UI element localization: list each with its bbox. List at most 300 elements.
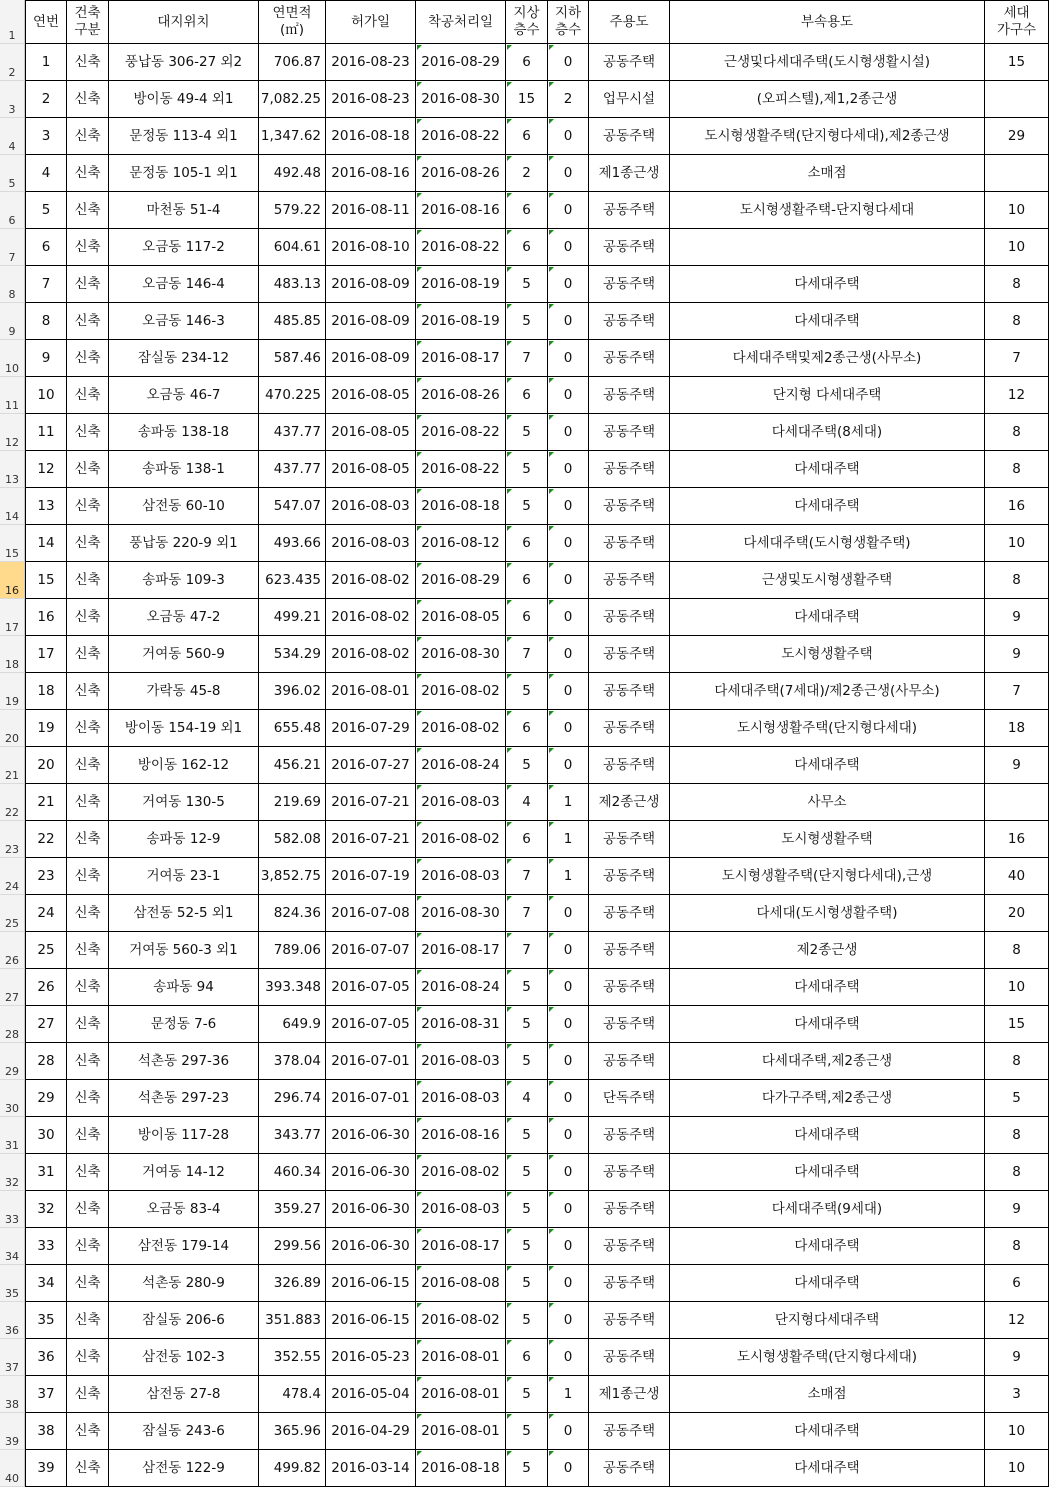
cell-households[interactable] bbox=[985, 266, 1049, 303]
cell-start-date[interactable] bbox=[416, 1154, 506, 1191]
header-seq[interactable] bbox=[25, 0, 67, 44]
cell-sub-use[interactable] bbox=[670, 1450, 985, 1487]
row-header-14[interactable]: 14 bbox=[0, 488, 25, 525]
cell-build-type[interactable] bbox=[67, 1080, 109, 1117]
cell-build-type[interactable] bbox=[67, 155, 109, 192]
cell-build-type[interactable] bbox=[67, 1413, 109, 1450]
cell-households[interactable] bbox=[985, 81, 1049, 118]
cell-floor-area[interactable] bbox=[259, 747, 326, 784]
cell-main-use[interactable] bbox=[589, 1339, 670, 1376]
cell-permit-date[interactable] bbox=[326, 636, 416, 673]
cell-build-type[interactable] bbox=[67, 118, 109, 155]
cell-floor-area[interactable] bbox=[259, 969, 326, 1006]
cell-households[interactable] bbox=[985, 1006, 1049, 1043]
cell-permit-date[interactable] bbox=[326, 932, 416, 969]
cell-site-location[interactable] bbox=[109, 1080, 259, 1117]
cell-below-floors[interactable] bbox=[548, 599, 589, 636]
cell-households[interactable] bbox=[985, 1450, 1049, 1487]
cell-below-floors[interactable] bbox=[548, 155, 589, 192]
cell-seq[interactable] bbox=[25, 451, 67, 488]
cell-seq[interactable] bbox=[25, 525, 67, 562]
cell-sub-use[interactable] bbox=[670, 636, 985, 673]
cell-households[interactable] bbox=[985, 821, 1049, 858]
cell-below-floors[interactable] bbox=[548, 340, 589, 377]
cell-site-location[interactable] bbox=[109, 1006, 259, 1043]
cell-start-date[interactable] bbox=[416, 1228, 506, 1265]
cell-households[interactable] bbox=[985, 340, 1049, 377]
header-start-date[interactable] bbox=[416, 0, 506, 44]
cell-build-type[interactable] bbox=[67, 784, 109, 821]
cell-build-type[interactable] bbox=[67, 451, 109, 488]
cell-main-use[interactable] bbox=[589, 1413, 670, 1450]
cell-main-use[interactable] bbox=[589, 1228, 670, 1265]
cell-site-location[interactable] bbox=[109, 525, 259, 562]
row-header-40[interactable]: 40 bbox=[0, 1450, 25, 1487]
cell-main-use[interactable] bbox=[589, 1302, 670, 1339]
cell-seq[interactable] bbox=[25, 599, 67, 636]
row-header-11[interactable]: 11 bbox=[0, 377, 25, 414]
cell-sub-use[interactable] bbox=[670, 673, 985, 710]
cell-seq[interactable] bbox=[25, 1154, 67, 1191]
cell-households[interactable] bbox=[985, 710, 1049, 747]
cell-households[interactable] bbox=[985, 1413, 1049, 1450]
cell-seq[interactable] bbox=[25, 673, 67, 710]
cell-households[interactable] bbox=[985, 1376, 1049, 1413]
cell-permit-date[interactable] bbox=[326, 266, 416, 303]
header-build-type[interactable] bbox=[67, 0, 109, 44]
row-header-25[interactable]: 25 bbox=[0, 895, 25, 932]
cell-sub-use[interactable] bbox=[670, 1376, 985, 1413]
cell-seq[interactable] bbox=[25, 1043, 67, 1080]
cell-permit-date[interactable] bbox=[326, 118, 416, 155]
cell-sub-use[interactable] bbox=[670, 1265, 985, 1302]
cell-build-type[interactable] bbox=[67, 44, 109, 81]
cell-site-location[interactable] bbox=[109, 710, 259, 747]
cell-sub-use[interactable] bbox=[670, 155, 985, 192]
cell-above-floors[interactable] bbox=[506, 377, 548, 414]
cell-site-location[interactable] bbox=[109, 1154, 259, 1191]
cell-permit-date[interactable] bbox=[326, 1043, 416, 1080]
cell-seq[interactable] bbox=[25, 44, 67, 81]
cell-floor-area[interactable] bbox=[259, 266, 326, 303]
cell-households[interactable] bbox=[985, 118, 1049, 155]
cell-permit-date[interactable] bbox=[326, 1080, 416, 1117]
cell-start-date[interactable] bbox=[416, 340, 506, 377]
cell-households[interactable] bbox=[985, 1080, 1049, 1117]
cell-seq[interactable] bbox=[25, 1117, 67, 1154]
cell-floor-area[interactable] bbox=[259, 414, 326, 451]
cell-floor-area[interactable] bbox=[259, 673, 326, 710]
row-header-5[interactable]: 5 bbox=[0, 155, 25, 192]
cell-permit-date[interactable] bbox=[326, 377, 416, 414]
cell-seq[interactable] bbox=[25, 340, 67, 377]
cell-sub-use[interactable] bbox=[670, 1154, 985, 1191]
cell-seq[interactable] bbox=[25, 1450, 67, 1487]
cell-main-use[interactable] bbox=[589, 414, 670, 451]
cell-permit-date[interactable] bbox=[326, 821, 416, 858]
cell-below-floors[interactable] bbox=[548, 303, 589, 340]
cell-permit-date[interactable] bbox=[326, 1302, 416, 1339]
cell-above-floors[interactable] bbox=[506, 192, 548, 229]
cell-households[interactable] bbox=[985, 192, 1049, 229]
cell-site-location[interactable] bbox=[109, 1302, 259, 1339]
cell-below-floors[interactable] bbox=[548, 44, 589, 81]
row-header-8[interactable]: 8 bbox=[0, 266, 25, 303]
cell-below-floors[interactable] bbox=[548, 1302, 589, 1339]
cell-start-date[interactable] bbox=[416, 118, 506, 155]
cell-below-floors[interactable] bbox=[548, 81, 589, 118]
row-header-19[interactable]: 19 bbox=[0, 673, 25, 710]
cell-build-type[interactable] bbox=[67, 1117, 109, 1154]
cell-floor-area[interactable] bbox=[259, 118, 326, 155]
cell-main-use[interactable] bbox=[589, 858, 670, 895]
cell-above-floors[interactable] bbox=[506, 1413, 548, 1450]
cell-above-floors[interactable] bbox=[506, 525, 548, 562]
cell-sub-use[interactable] bbox=[670, 969, 985, 1006]
cell-floor-area[interactable] bbox=[259, 155, 326, 192]
cell-households[interactable] bbox=[985, 229, 1049, 266]
cell-below-floors[interactable] bbox=[548, 932, 589, 969]
cell-main-use[interactable] bbox=[589, 673, 670, 710]
cell-sub-use[interactable] bbox=[670, 192, 985, 229]
cell-start-date[interactable] bbox=[416, 414, 506, 451]
cell-start-date[interactable] bbox=[416, 932, 506, 969]
cell-below-floors[interactable] bbox=[548, 377, 589, 414]
cell-permit-date[interactable] bbox=[326, 1228, 416, 1265]
cell-seq[interactable] bbox=[25, 1376, 67, 1413]
cell-below-floors[interactable] bbox=[548, 969, 589, 1006]
cell-permit-date[interactable] bbox=[326, 1117, 416, 1154]
cell-floor-area[interactable] bbox=[259, 340, 326, 377]
cell-seq[interactable] bbox=[25, 414, 67, 451]
cell-start-date[interactable] bbox=[416, 858, 506, 895]
cell-sub-use[interactable] bbox=[670, 821, 985, 858]
cell-above-floors[interactable] bbox=[506, 1265, 548, 1302]
cell-below-floors[interactable] bbox=[548, 895, 589, 932]
cell-sub-use[interactable] bbox=[670, 488, 985, 525]
cell-floor-area[interactable] bbox=[259, 377, 326, 414]
cell-seq[interactable] bbox=[25, 81, 67, 118]
cell-seq[interactable] bbox=[25, 229, 67, 266]
cell-start-date[interactable] bbox=[416, 1043, 506, 1080]
cell-main-use[interactable] bbox=[589, 1080, 670, 1117]
row-header-6[interactable]: 6 bbox=[0, 192, 25, 229]
row-header-17[interactable]: 17 bbox=[0, 599, 25, 636]
cell-below-floors[interactable] bbox=[548, 192, 589, 229]
cell-build-type[interactable] bbox=[67, 1302, 109, 1339]
cell-households[interactable] bbox=[985, 1302, 1049, 1339]
cell-below-floors[interactable] bbox=[548, 229, 589, 266]
cell-site-location[interactable] bbox=[109, 1450, 259, 1487]
cell-sub-use[interactable] bbox=[670, 1043, 985, 1080]
cell-start-date[interactable] bbox=[416, 451, 506, 488]
cell-below-floors[interactable] bbox=[548, 1117, 589, 1154]
cell-floor-area[interactable] bbox=[259, 710, 326, 747]
row-header-20[interactable]: 20 bbox=[0, 710, 25, 747]
row-header-23[interactable]: 23 bbox=[0, 821, 25, 858]
cell-seq[interactable] bbox=[25, 1339, 67, 1376]
cell-floor-area[interactable] bbox=[259, 1413, 326, 1450]
row-header-21[interactable]: 21 bbox=[0, 747, 25, 784]
row-header-39[interactable]: 39 bbox=[0, 1413, 25, 1450]
cell-main-use[interactable] bbox=[589, 303, 670, 340]
cell-site-location[interactable] bbox=[109, 599, 259, 636]
cell-floor-area[interactable] bbox=[259, 784, 326, 821]
cell-below-floors[interactable] bbox=[548, 673, 589, 710]
cell-floor-area[interactable] bbox=[259, 821, 326, 858]
cell-site-location[interactable] bbox=[109, 932, 259, 969]
cell-households[interactable] bbox=[985, 784, 1049, 821]
header-floor-area[interactable] bbox=[259, 0, 326, 44]
cell-main-use[interactable] bbox=[589, 1265, 670, 1302]
cell-households[interactable] bbox=[985, 488, 1049, 525]
cell-main-use[interactable] bbox=[589, 969, 670, 1006]
cell-permit-date[interactable] bbox=[326, 488, 416, 525]
cell-build-type[interactable] bbox=[67, 895, 109, 932]
cell-permit-date[interactable] bbox=[326, 1265, 416, 1302]
cell-above-floors[interactable] bbox=[506, 1191, 548, 1228]
cell-floor-area[interactable] bbox=[259, 895, 326, 932]
cell-start-date[interactable] bbox=[416, 1302, 506, 1339]
cell-above-floors[interactable] bbox=[506, 155, 548, 192]
cell-sub-use[interactable] bbox=[670, 1006, 985, 1043]
cell-below-floors[interactable] bbox=[548, 451, 589, 488]
cell-main-use[interactable] bbox=[589, 784, 670, 821]
cell-site-location[interactable] bbox=[109, 118, 259, 155]
header-households[interactable] bbox=[985, 0, 1049, 44]
cell-floor-area[interactable] bbox=[259, 525, 326, 562]
cell-floor-area[interactable] bbox=[259, 599, 326, 636]
cell-households[interactable] bbox=[985, 1191, 1049, 1228]
cell-floor-area[interactable] bbox=[259, 932, 326, 969]
cell-site-location[interactable] bbox=[109, 1376, 259, 1413]
cell-households[interactable] bbox=[985, 895, 1049, 932]
cell-above-floors[interactable] bbox=[506, 1302, 548, 1339]
cell-households[interactable] bbox=[985, 451, 1049, 488]
cell-build-type[interactable] bbox=[67, 747, 109, 784]
cell-permit-date[interactable] bbox=[326, 340, 416, 377]
cell-sub-use[interactable] bbox=[670, 599, 985, 636]
row-header-36[interactable]: 36 bbox=[0, 1302, 25, 1339]
row-header-34[interactable]: 34 bbox=[0, 1228, 25, 1265]
cell-above-floors[interactable] bbox=[506, 118, 548, 155]
row-header-22[interactable]: 22 bbox=[0, 784, 25, 821]
cell-floor-area[interactable] bbox=[259, 562, 326, 599]
cell-seq[interactable] bbox=[25, 784, 67, 821]
cell-below-floors[interactable] bbox=[548, 821, 589, 858]
cell-build-type[interactable] bbox=[67, 81, 109, 118]
row-header-4[interactable]: 4 bbox=[0, 118, 25, 155]
cell-start-date[interactable] bbox=[416, 969, 506, 1006]
cell-main-use[interactable] bbox=[589, 1006, 670, 1043]
cell-floor-area[interactable] bbox=[259, 1191, 326, 1228]
row-header-15[interactable]: 15 bbox=[0, 525, 25, 562]
cell-above-floors[interactable] bbox=[506, 784, 548, 821]
cell-site-location[interactable] bbox=[109, 155, 259, 192]
cell-above-floors[interactable] bbox=[506, 1154, 548, 1191]
cell-start-date[interactable] bbox=[416, 821, 506, 858]
cell-households[interactable] bbox=[985, 1043, 1049, 1080]
cell-main-use[interactable] bbox=[589, 525, 670, 562]
cell-build-type[interactable] bbox=[67, 710, 109, 747]
cell-main-use[interactable] bbox=[589, 895, 670, 932]
row-header-37[interactable]: 37 bbox=[0, 1339, 25, 1376]
cell-build-type[interactable] bbox=[67, 340, 109, 377]
row-header-33[interactable]: 33 bbox=[0, 1191, 25, 1228]
cell-build-type[interactable] bbox=[67, 414, 109, 451]
cell-build-type[interactable] bbox=[67, 673, 109, 710]
row-header-18[interactable]: 18 bbox=[0, 636, 25, 673]
cell-below-floors[interactable] bbox=[548, 1006, 589, 1043]
cell-above-floors[interactable] bbox=[506, 599, 548, 636]
cell-main-use[interactable] bbox=[589, 636, 670, 673]
cell-sub-use[interactable] bbox=[670, 895, 985, 932]
cell-seq[interactable] bbox=[25, 636, 67, 673]
row-header-12[interactable]: 12 bbox=[0, 414, 25, 451]
cell-seq[interactable] bbox=[25, 1265, 67, 1302]
cell-main-use[interactable] bbox=[589, 821, 670, 858]
cell-build-type[interactable] bbox=[67, 932, 109, 969]
cell-main-use[interactable] bbox=[589, 266, 670, 303]
cell-site-location[interactable] bbox=[109, 229, 259, 266]
row-header-7[interactable]: 7 bbox=[0, 229, 25, 266]
cell-seq[interactable] bbox=[25, 155, 67, 192]
cell-start-date[interactable] bbox=[416, 44, 506, 81]
cell-sub-use[interactable] bbox=[670, 414, 985, 451]
header-sub-use[interactable] bbox=[670, 0, 985, 44]
row-header-10[interactable]: 10 bbox=[0, 340, 25, 377]
header-main-use[interactable] bbox=[589, 0, 670, 44]
cell-main-use[interactable] bbox=[589, 1117, 670, 1154]
cell-start-date[interactable] bbox=[416, 636, 506, 673]
cell-start-date[interactable] bbox=[416, 81, 506, 118]
cell-seq[interactable] bbox=[25, 710, 67, 747]
cell-floor-area[interactable] bbox=[259, 1302, 326, 1339]
cell-build-type[interactable] bbox=[67, 488, 109, 525]
cell-households[interactable] bbox=[985, 562, 1049, 599]
cell-above-floors[interactable] bbox=[506, 44, 548, 81]
row-header-2[interactable]: 2 bbox=[0, 44, 25, 81]
cell-permit-date[interactable] bbox=[326, 747, 416, 784]
cell-seq[interactable] bbox=[25, 1302, 67, 1339]
cell-sub-use[interactable] bbox=[670, 1302, 985, 1339]
cell-main-use[interactable] bbox=[589, 488, 670, 525]
cell-permit-date[interactable] bbox=[326, 858, 416, 895]
cell-site-location[interactable] bbox=[109, 858, 259, 895]
cell-above-floors[interactable] bbox=[506, 858, 548, 895]
cell-site-location[interactable] bbox=[109, 1228, 259, 1265]
cell-build-type[interactable] bbox=[67, 969, 109, 1006]
cell-households[interactable] bbox=[985, 525, 1049, 562]
cell-main-use[interactable] bbox=[589, 81, 670, 118]
cell-sub-use[interactable] bbox=[670, 377, 985, 414]
cell-above-floors[interactable] bbox=[506, 969, 548, 1006]
cell-build-type[interactable] bbox=[67, 562, 109, 599]
cell-start-date[interactable] bbox=[416, 1117, 506, 1154]
cell-build-type[interactable] bbox=[67, 1191, 109, 1228]
cell-floor-area[interactable] bbox=[259, 81, 326, 118]
cell-sub-use[interactable] bbox=[670, 562, 985, 599]
row-header-32[interactable]: 32 bbox=[0, 1154, 25, 1191]
cell-build-type[interactable] bbox=[67, 1450, 109, 1487]
cell-permit-date[interactable] bbox=[326, 710, 416, 747]
cell-above-floors[interactable] bbox=[506, 1450, 548, 1487]
cell-site-location[interactable] bbox=[109, 192, 259, 229]
cell-above-floors[interactable] bbox=[506, 1339, 548, 1376]
cell-build-type[interactable] bbox=[67, 1043, 109, 1080]
cell-start-date[interactable] bbox=[416, 1080, 506, 1117]
cell-main-use[interactable] bbox=[589, 932, 670, 969]
cell-below-floors[interactable] bbox=[548, 636, 589, 673]
row-header-38[interactable]: 38 bbox=[0, 1376, 25, 1413]
cell-main-use[interactable] bbox=[589, 562, 670, 599]
row-header-27[interactable]: 27 bbox=[0, 969, 25, 1006]
cell-permit-date[interactable] bbox=[326, 229, 416, 266]
cell-sub-use[interactable] bbox=[670, 303, 985, 340]
cell-start-date[interactable] bbox=[416, 599, 506, 636]
cell-build-type[interactable] bbox=[67, 1376, 109, 1413]
row-header-26[interactable]: 26 bbox=[0, 932, 25, 969]
cell-below-floors[interactable] bbox=[548, 118, 589, 155]
cell-build-type[interactable] bbox=[67, 525, 109, 562]
cell-main-use[interactable] bbox=[589, 229, 670, 266]
cell-above-floors[interactable] bbox=[506, 229, 548, 266]
cell-households[interactable] bbox=[985, 673, 1049, 710]
cell-sub-use[interactable] bbox=[670, 525, 985, 562]
cell-permit-date[interactable] bbox=[326, 1450, 416, 1487]
cell-permit-date[interactable] bbox=[326, 1339, 416, 1376]
header-above-floors[interactable] bbox=[506, 0, 548, 44]
cell-sub-use[interactable] bbox=[670, 1228, 985, 1265]
cell-site-location[interactable] bbox=[109, 266, 259, 303]
cell-below-floors[interactable] bbox=[548, 1376, 589, 1413]
cell-households[interactable] bbox=[985, 636, 1049, 673]
cell-above-floors[interactable] bbox=[506, 562, 548, 599]
cell-below-floors[interactable] bbox=[548, 784, 589, 821]
cell-build-type[interactable] bbox=[67, 1154, 109, 1191]
cell-start-date[interactable] bbox=[416, 562, 506, 599]
cell-build-type[interactable] bbox=[67, 1265, 109, 1302]
cell-main-use[interactable] bbox=[589, 599, 670, 636]
cell-build-type[interactable] bbox=[67, 266, 109, 303]
cell-permit-date[interactable] bbox=[326, 414, 416, 451]
cell-below-floors[interactable] bbox=[548, 1413, 589, 1450]
cell-main-use[interactable] bbox=[589, 1191, 670, 1228]
cell-sub-use[interactable] bbox=[670, 81, 985, 118]
cell-households[interactable] bbox=[985, 303, 1049, 340]
cell-seq[interactable] bbox=[25, 303, 67, 340]
cell-sub-use[interactable] bbox=[670, 858, 985, 895]
cell-above-floors[interactable] bbox=[506, 1117, 548, 1154]
cell-permit-date[interactable] bbox=[326, 1006, 416, 1043]
cell-seq[interactable] bbox=[25, 377, 67, 414]
cell-site-location[interactable] bbox=[109, 784, 259, 821]
cell-seq[interactable] bbox=[25, 266, 67, 303]
cell-households[interactable] bbox=[985, 932, 1049, 969]
cell-above-floors[interactable] bbox=[506, 821, 548, 858]
cell-below-floors[interactable] bbox=[548, 562, 589, 599]
cell-permit-date[interactable] bbox=[326, 1154, 416, 1191]
cell-floor-area[interactable] bbox=[259, 44, 326, 81]
cell-households[interactable] bbox=[985, 414, 1049, 451]
cell-households[interactable] bbox=[985, 599, 1049, 636]
header-below-floors[interactable] bbox=[548, 0, 589, 44]
cell-above-floors[interactable] bbox=[506, 303, 548, 340]
cell-floor-area[interactable] bbox=[259, 1339, 326, 1376]
cell-start-date[interactable] bbox=[416, 192, 506, 229]
cell-build-type[interactable] bbox=[67, 1339, 109, 1376]
cell-seq[interactable] bbox=[25, 1006, 67, 1043]
